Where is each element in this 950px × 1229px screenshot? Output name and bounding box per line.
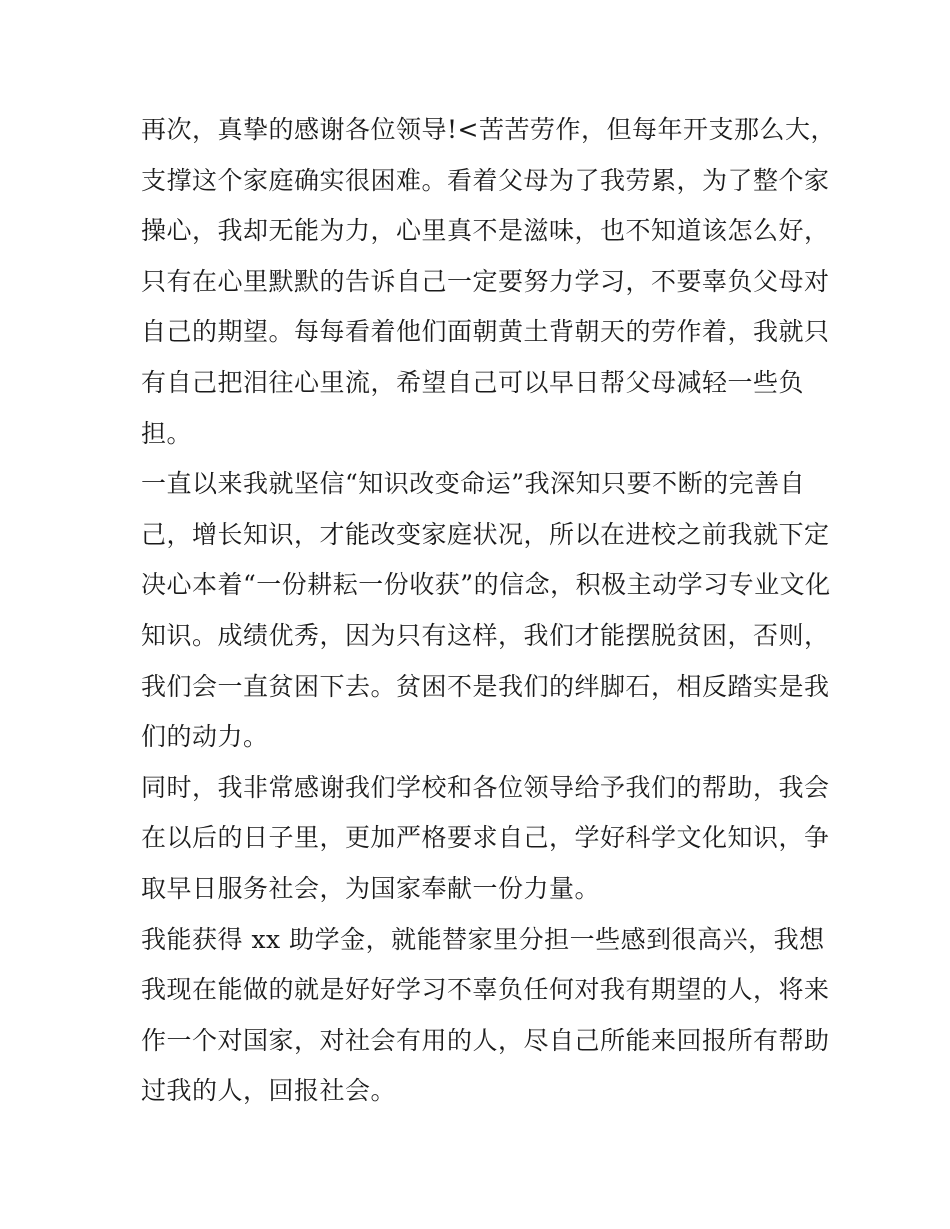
text-line: 支撑这个家庭确实很困难。看着父母为了我劳累，为了整个家: [141, 165, 830, 195]
text-line: 己，增长知识，才能改变家庭状况，所以在进校之前我就下定: [141, 519, 830, 549]
text-line: 作一个对国家，对社会有用的人，尽自己所能来回报所有帮助: [141, 1025, 830, 1055]
text-line: 再次，真挚的感谢各位领导!<苦苦劳作，但每年开支那么大，: [141, 115, 836, 144]
text-line: 在以后的日子里，更加严格要求自己，学好科学文化知识，争: [141, 823, 830, 853]
text-line: 我能获得 xx 助学金，就能替家里分担一些感到很高兴，我想: [141, 924, 825, 954]
paragraph-1: [141, 105, 836, 459]
text-line: 同时，我非常感谢我们学校和各位领导给予我们的帮助，我会: [141, 772, 830, 802]
text-line: 一直以来我就坚信“知识改变命运”我深知只要不断的完善自: [141, 469, 806, 499]
text-line: 过我的人，回报社会。: [141, 1076, 397, 1106]
text-line: 我们会一直贫困下去。贫困不是我们的绊脚石，相反踏实是我: [141, 671, 830, 701]
text-line: 操心，我却无能为力，心里真不是滋味，也不知道该怎么好，: [141, 216, 830, 246]
paragraph-2: [141, 459, 831, 763]
text-line: 只有在心里默默的告诉自己一定要努力学习，不要辜负父母对: [141, 266, 830, 296]
text-line: 有自己把泪往心里流，希望自己可以早日帮父母减轻一些负: [141, 367, 805, 397]
text-line: 取早日服务社会，为国家奉献一份力量。: [141, 873, 601, 903]
paragraph-4: [141, 915, 830, 1117]
text-line: 我现在能做的就是好好学习不辜负任何对我有期望的人，将来: [141, 975, 830, 1005]
paragraph-3: [141, 763, 830, 915]
document-body: [141, 105, 836, 1117]
text-line: 决心本着“一份耕耘一份收获”的信念，积极主动学习专业文化: [141, 570, 831, 600]
text-line: 知识。成绩优秀，因为只有这样，我们才能摆脱贫困，否则，: [141, 620, 830, 650]
text-line: 自己的期望。每每看着他们面朝黄土背朝天的劳作着，我就只: [141, 317, 830, 347]
text-line: 担。: [141, 418, 193, 448]
text-line: 们的动力。: [141, 722, 269, 752]
